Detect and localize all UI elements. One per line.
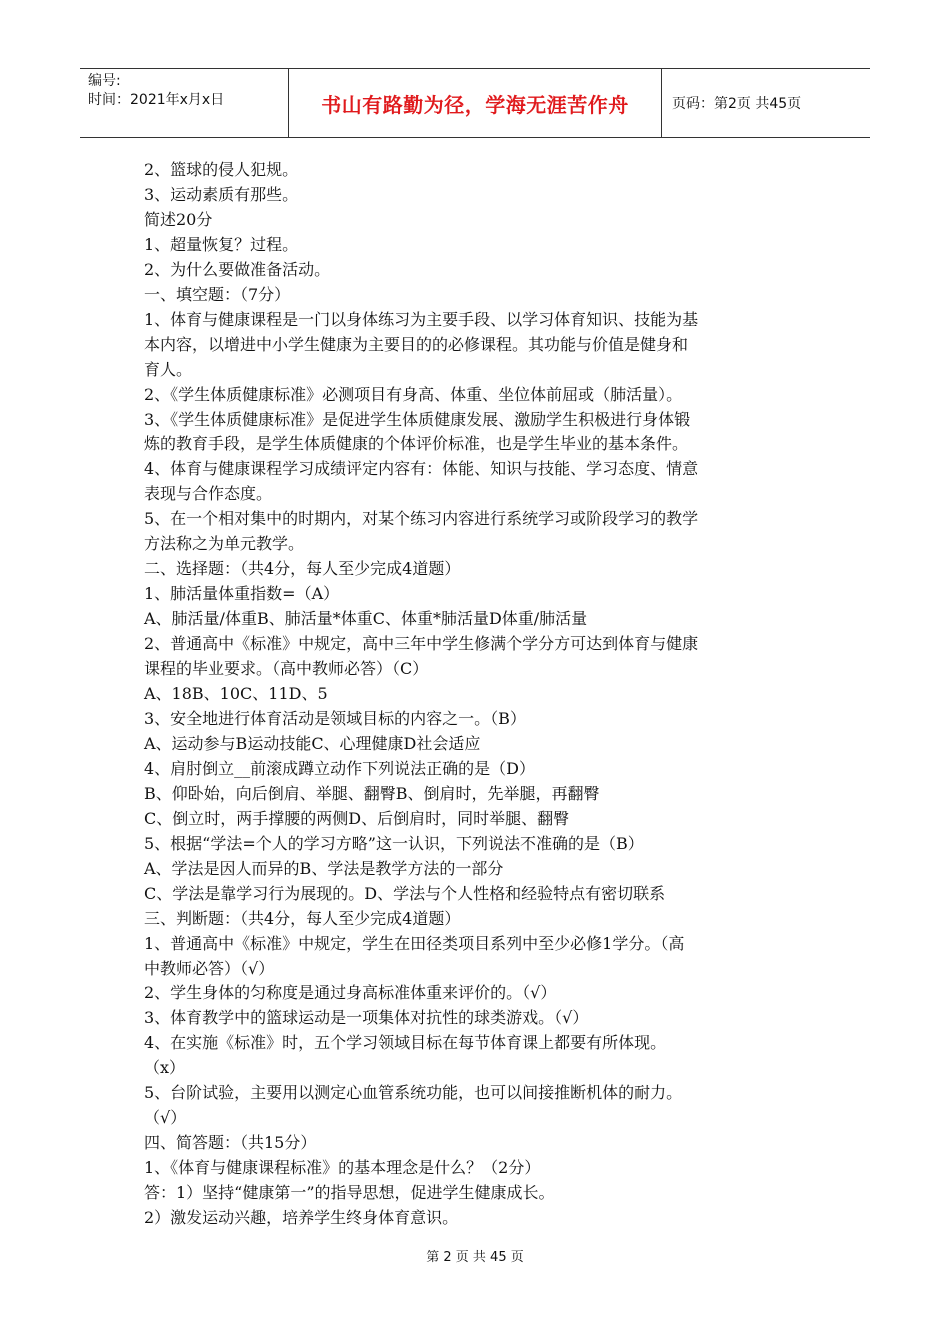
document-body <box>144 158 810 1231</box>
page-footer: 第 2 页 共 45 页 <box>426 1250 524 1265</box>
text-line: 3、体育教学中的篮球运动是一项集体对抗性的球类游戏。（√） <box>144 1008 589 1028</box>
text-line: 2、学生身体的匀称度是通过身高标准体重来评价的。（√） <box>144 983 557 1003</box>
header-motto: 书山有路勤为径，学海无涯苦作舟 <box>288 69 662 137</box>
text-line: 育人。 <box>144 359 193 379</box>
text-line: 4、在实施《标准》时，五个学习领域目标在每节体育课上都要有所体现。 <box>144 1033 667 1053</box>
text-line: A、学法是因人而异的B、学法是教学方法的一部分 <box>144 858 504 878</box>
page-header <box>80 68 870 138</box>
document-date: 时间：2021年x月x日 <box>88 92 225 108</box>
text-line: A、运动参与B运动技能C、心理健康D社会适应 <box>144 733 481 753</box>
text-line: 表现与合作态度。 <box>144 484 273 504</box>
text-line: 5、在一个相对集中的时期内，对某个练习内容进行系统学习或阶段学习的教学 <box>144 509 699 529</box>
text-line: 一、填空题：（7分） <box>144 284 291 304</box>
text-line: 1、普通高中《标准》中规定，学生在田径类项目系列中至少必修1学分。（高 <box>144 933 685 953</box>
text-line: 炼的教育手段，是学生体质健康的个体评价标准，也是学生毕业的基本条件。 <box>144 434 689 454</box>
text-line: 1、肺活量体重指数=（A） <box>144 584 340 604</box>
text-line: 方法称之为单元教学。 <box>144 534 305 554</box>
text-line: 2、《学生体质健康标准》必测项目有身高、体重、坐位体前屈或（肺活量）。 <box>144 384 683 404</box>
text-line: 简述20分 <box>144 209 213 229</box>
header-meta <box>80 69 288 137</box>
text-line: 5、根据“学法=个人的学习方略”这一认识，下列说法不准确的是（B） <box>144 833 644 853</box>
text-line: 三、判断题：（共4分，每人至少完成4道题） <box>144 908 461 928</box>
text-line: 2、篮球的侵人犯规。 <box>144 160 299 179</box>
text-line: 5、台阶试验，主要用以测定心血管系统功能，也可以间接推断机体的耐力。 <box>144 1083 683 1103</box>
text-line: 1、《体育与健康课程标准》的基本理念是什么？（2分） <box>144 1158 541 1178</box>
text-line: 3、运动素质有那些。 <box>144 184 299 204</box>
text-line: 1、超量恢复？过程。 <box>144 234 299 254</box>
text-line: A、18B、10C、11D、5 <box>144 684 328 704</box>
text-line: 4、肩肘倒立__前滚成蹲立动作下列说法正确的是（D） <box>144 758 536 778</box>
text-line: C、倒立时，两手撑腰的两侧D、后倒肩时，同时举腿、翻臀 <box>144 808 570 828</box>
text-line: 二、选择题：（共4分，每人至少完成4道题） <box>144 559 461 579</box>
text-line: （√） <box>144 1108 187 1128</box>
text-line: （x） <box>144 1058 186 1078</box>
text-line: 3、《学生体质健康标准》是促进学生体质健康发展、激励学生积极进行身体锻 <box>144 409 691 429</box>
text-line: 答：1）坚持“健康第一”的指导思想，促进学生健康成长。 <box>144 1183 555 1203</box>
text-line: 2）激发运动兴趣，培养学生终身体育意识。 <box>144 1208 459 1228</box>
text-line: 2、为什么要做准备活动。 <box>144 259 331 279</box>
header-page-info: 页码：第2页 共45页 <box>672 96 802 112</box>
text-line: 4、体育与健康课程学习成绩评定内容有：体能、知识与技能、学习态度、情意 <box>144 459 699 479</box>
text-line: 课程的毕业要求。（高中教师必答）（C） <box>144 659 429 679</box>
text-line: 2、普通高中《标准》中规定，高中三年中学生修满个学分方可达到体育与健康 <box>144 634 699 654</box>
text-line: C、学法是靠学习行为展现的。D、学法与个人性格和经验特点有密切联系 <box>144 883 666 903</box>
document-number-label: 编号: <box>88 73 121 89</box>
text-line: A、肺活量/体重B、肺活量*体重C、体重*肺活量D体重/肺活量 <box>144 609 588 629</box>
text-line: 3、安全地进行体育活动是领域目标的内容之一。（B） <box>144 708 526 728</box>
text-line: 中教师必答）（√） <box>144 958 275 978</box>
text-line: B、仰卧始，向后倒肩、举腿、翻臀B、倒肩时，先举腿，再翻臀 <box>144 783 600 803</box>
text-line: 本内容，以增进中小学生健康为主要目的的必修课程。其功能与价值是健身和 <box>144 334 689 354</box>
text-line: 1、体育与健康课程是一门以身体练习为主要手段、以学习体育知识、技能为基 <box>144 309 699 329</box>
text-line: 四、简答题：（共15分） <box>144 1133 317 1153</box>
